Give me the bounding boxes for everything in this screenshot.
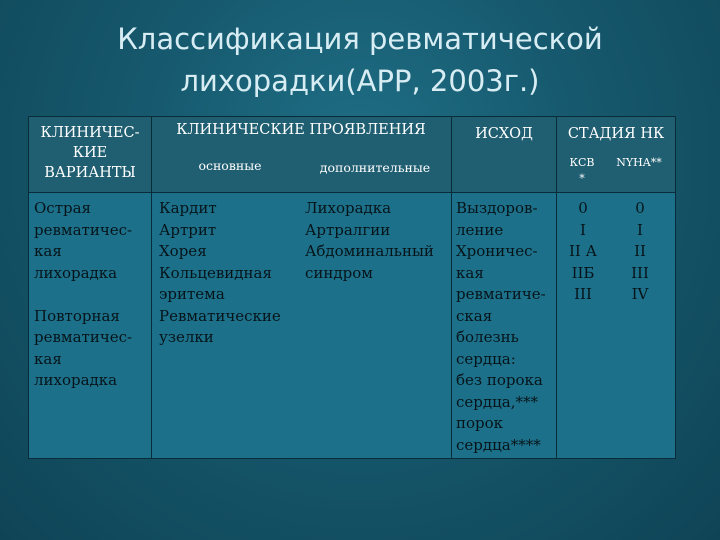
ksv-stage-value: I xyxy=(580,220,586,239)
header-clinical-variants-line: ВАРИАНТЫ xyxy=(44,165,136,181)
nyha-class-value: III xyxy=(631,263,649,282)
outcome-line: сердца**** xyxy=(456,435,541,454)
additional-manifestation-line: Абдоминальный xyxy=(305,242,434,260)
outcome-line: ревматиче- xyxy=(456,285,546,303)
outcome-line: сердца: xyxy=(456,349,516,368)
additional-manifestation-line: Лихорадка xyxy=(305,199,392,217)
main-manifestation-line: эритема xyxy=(159,285,225,303)
header-main: основные xyxy=(198,158,262,173)
outcomes-column xyxy=(456,198,546,456)
col-divider-outcome xyxy=(451,116,452,459)
nyha-class-value: II xyxy=(634,242,646,260)
outcome-line: ление xyxy=(456,220,504,239)
clinical-variant-line: кая xyxy=(34,349,62,368)
clinical-variant-line: ревматичес- xyxy=(34,328,133,346)
header-additional: дополнительные xyxy=(319,160,431,175)
clinical-variant-line: кая xyxy=(34,242,62,260)
ksv-stage-value: III xyxy=(574,285,592,303)
main-manifestation-line: Хорея xyxy=(159,242,207,260)
additional-manifestations-column xyxy=(305,198,434,284)
clinical-variants-column xyxy=(34,198,132,392)
table-border-bottom xyxy=(28,458,676,459)
main-manifestation-line: Кольцевидная xyxy=(159,263,272,282)
table-border-top xyxy=(28,116,676,117)
main-manifestations-column xyxy=(159,198,281,349)
header-clinical-variants-line: КИЕ xyxy=(72,145,108,161)
slide-title-line-2: лихорадки(АРР, 2003г.) xyxy=(180,64,540,98)
main-manifestation-line: узелки xyxy=(159,328,214,346)
table-header-divider xyxy=(28,192,676,193)
nyha-class-column xyxy=(612,198,668,306)
header-clinical-manifestations: КЛИНИЧЕСКИЕ ПРОЯВЛЕНИЯ xyxy=(176,122,426,138)
additional-manifestation-line: синдром xyxy=(305,263,373,282)
clinical-variant-line: Острая xyxy=(34,199,92,217)
main-manifestation-line: Кардит xyxy=(159,199,217,217)
nyha-class-value: IV xyxy=(631,285,649,303)
col-divider-stage xyxy=(556,116,557,459)
outcome-line: Выздоров- xyxy=(456,199,538,217)
clinical-variant-line: лихорадка xyxy=(34,263,118,282)
outcome-line: порок xyxy=(456,414,504,432)
header-ksv xyxy=(560,155,604,187)
clinical-variant-line: Повторная xyxy=(34,306,120,325)
outcome-line: сердца,*** xyxy=(456,392,538,411)
header-clinical-variants-line: КЛИНИЧЕС- xyxy=(40,125,140,141)
table-border-left xyxy=(28,116,29,459)
nyha-class-value: 0 xyxy=(635,199,645,217)
outcome-line: кая xyxy=(456,263,484,282)
ksv-stage-value: 0 xyxy=(578,199,588,217)
clinical-variant-line: лихорадка xyxy=(34,371,118,389)
main-manifestation-line: Ревматические xyxy=(159,306,281,325)
outcome-line: без порока xyxy=(456,371,543,389)
header-outcome: ИСХОД xyxy=(475,126,533,142)
nyha-class-value: I xyxy=(637,220,643,239)
table-border-right xyxy=(675,116,676,459)
outcome-line: Хроничес- xyxy=(456,242,538,260)
header-ksv-line: * xyxy=(579,172,585,185)
outcome-line: ская xyxy=(456,306,493,325)
header-clinical-variants xyxy=(30,123,150,183)
outcome-line: болезнь xyxy=(456,328,519,346)
ksv-stage-value: II А xyxy=(569,242,597,260)
col-divider-1 xyxy=(151,116,152,459)
ksv-stage-value: IIБ xyxy=(571,263,595,282)
slide-title xyxy=(60,18,660,102)
header-stage-hf: СТАДИЯ НК xyxy=(567,126,665,142)
ksv-stage-column xyxy=(560,198,606,306)
additional-manifestation-line: Артралгии xyxy=(305,220,391,239)
clinical-variant-line: ревматичес- xyxy=(34,220,133,239)
main-manifestation-line: Артрит xyxy=(159,220,217,239)
slide-title-line-1: Классификация ревматической xyxy=(117,22,603,56)
header-nyha: NYHA** xyxy=(616,156,662,169)
clinical-variant-line xyxy=(34,284,132,306)
header-ksv-line: КСВ xyxy=(569,156,595,169)
